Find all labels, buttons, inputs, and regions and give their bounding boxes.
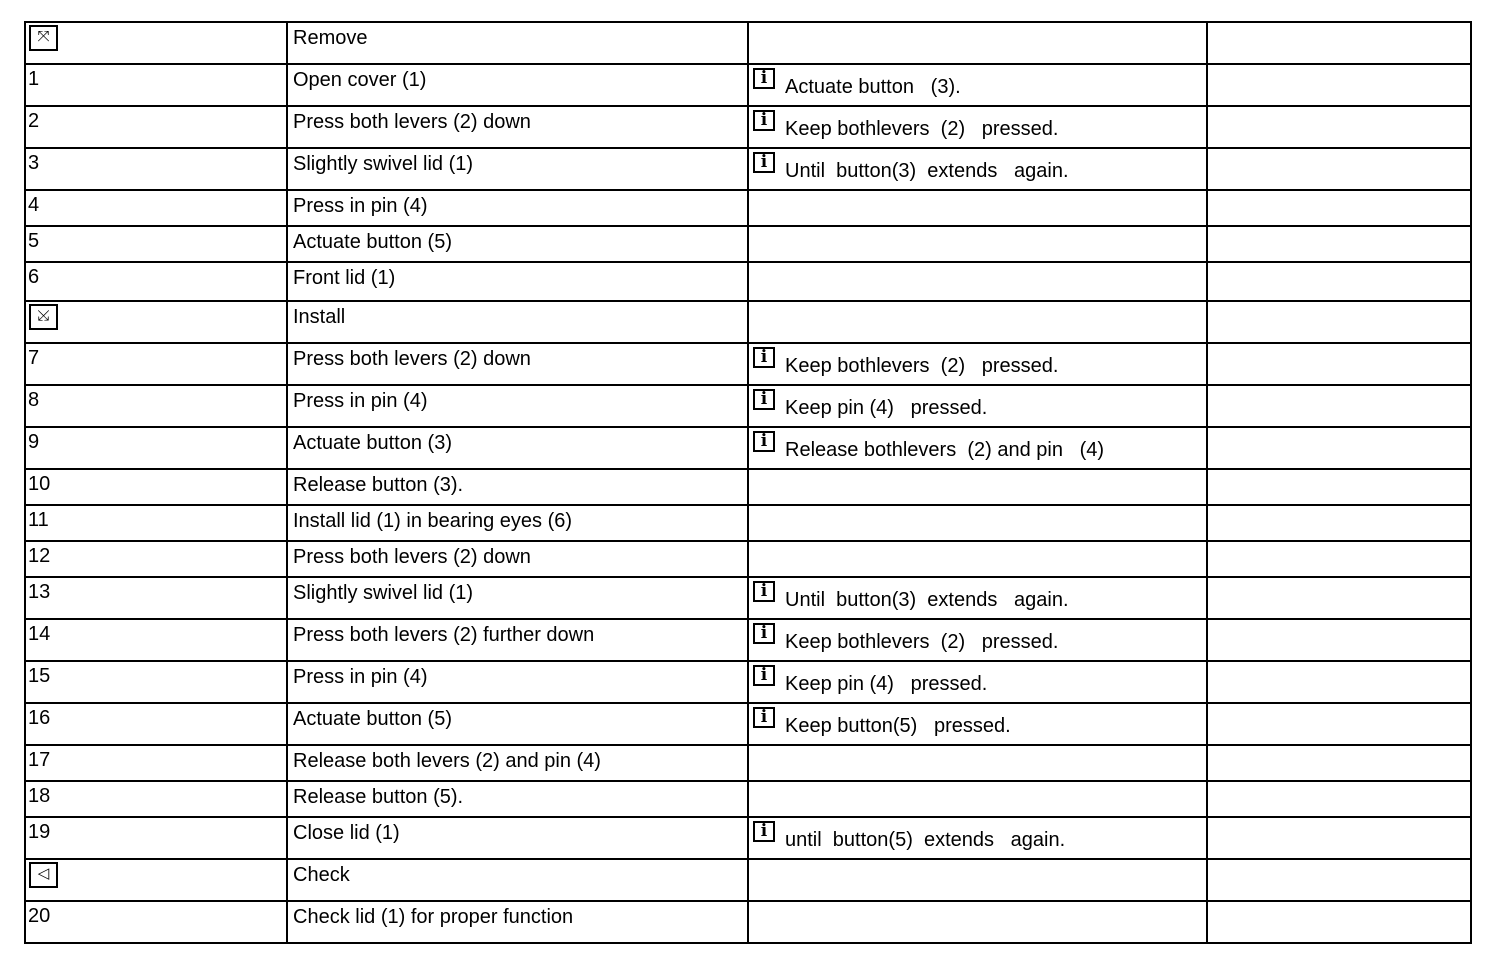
step-number-cell <box>25 343 287 385</box>
note-cell <box>748 64 1207 106</box>
action-cell <box>287 541 748 577</box>
step-number: 7 <box>28 347 40 369</box>
empty-cell <box>1207 190 1471 226</box>
note-text: Keep pin (4) pressed. <box>785 397 988 419</box>
step-action: Check lid (1) for proper function <box>293 906 574 928</box>
step-number: 19 <box>28 821 51 843</box>
step-note <box>749 344 1206 378</box>
step-number: 9 <box>28 431 40 453</box>
step-row <box>25 343 1471 385</box>
action-cell <box>287 301 748 343</box>
step-number-cell <box>25 859 287 901</box>
step-action: Actuate button (5) <box>293 708 452 730</box>
step-action: Press both levers (2) down <box>293 546 531 568</box>
step-row <box>25 385 1471 427</box>
step-number-cell <box>25 190 287 226</box>
section-row <box>25 301 1471 343</box>
note-cell <box>748 577 1207 619</box>
step-number-cell <box>25 505 287 541</box>
action-cell <box>287 577 748 619</box>
info-icon: i <box>753 110 775 131</box>
step-row <box>25 619 1471 661</box>
step-row <box>25 781 1471 817</box>
step-number-cell <box>25 703 287 745</box>
note-cell <box>748 745 1207 781</box>
step-number-cell <box>25 619 287 661</box>
empty-cell <box>1207 148 1471 190</box>
step-number: 6 <box>28 266 40 288</box>
action-cell <box>287 148 748 190</box>
step-number: 1 <box>28 68 40 90</box>
remove-arrows-icon: ⤧ <box>29 25 58 51</box>
step-action: Install lid (1) in bearing eyes (6) <box>293 510 573 532</box>
note-cell <box>748 703 1207 745</box>
empty-cell <box>1207 901 1471 943</box>
step-row <box>25 427 1471 469</box>
action-cell <box>287 64 748 106</box>
step-number-cell <box>25 661 287 703</box>
step-note <box>749 620 1206 654</box>
section-title: Check <box>293 864 350 886</box>
note-cell <box>748 469 1207 505</box>
note-cell <box>748 505 1207 541</box>
step-note <box>749 149 1206 183</box>
step-row <box>25 745 1471 781</box>
action-cell <box>287 427 748 469</box>
step-row <box>25 262 1471 301</box>
step-number-cell <box>25 577 287 619</box>
note-cell <box>748 385 1207 427</box>
check-arrow-icon: ◁ <box>29 862 58 888</box>
step-number: 12 <box>28 545 51 567</box>
note-cell <box>748 343 1207 385</box>
step-row <box>25 901 1471 943</box>
info-icon: i <box>753 707 775 728</box>
install-arrows-icon: ⤩ <box>29 304 58 330</box>
step-number-cell <box>25 469 287 505</box>
step-note <box>749 818 1206 852</box>
step-number-cell <box>25 64 287 106</box>
action-cell <box>287 343 748 385</box>
step-action: Release button (5). <box>293 786 464 808</box>
step-action: Press both levers (2) down <box>293 111 531 133</box>
step-row <box>25 661 1471 703</box>
note-text: Keep bothlevers (2) pressed. <box>785 631 1059 653</box>
step-action: Close lid (1) <box>293 822 400 844</box>
empty-cell <box>1207 385 1471 427</box>
step-row <box>25 226 1471 262</box>
step-action: Front lid (1) <box>293 267 396 289</box>
step-action: Press both levers (2) further down <box>293 624 595 646</box>
empty-cell <box>1207 469 1471 505</box>
info-icon: i <box>753 623 775 644</box>
step-note <box>749 578 1206 612</box>
note-cell <box>748 781 1207 817</box>
note-cell <box>748 901 1207 943</box>
empty-cell <box>1207 703 1471 745</box>
section-title: Remove <box>293 27 368 49</box>
step-row <box>25 703 1471 745</box>
section-row <box>25 859 1471 901</box>
step-number-cell <box>25 226 287 262</box>
note-cell <box>748 817 1207 859</box>
action-cell <box>287 262 748 301</box>
action-cell <box>287 703 748 745</box>
step-number-cell <box>25 301 287 343</box>
step-action: Press in pin (4) <box>293 195 428 217</box>
empty-cell <box>1207 427 1471 469</box>
step-action: Actuate button (3) <box>293 432 452 454</box>
note-text: Release bothlevers (2) and pin (4) <box>785 439 1105 461</box>
step-row <box>25 469 1471 505</box>
step-note <box>749 65 1206 99</box>
note-text: Keep bothlevers (2) pressed. <box>785 355 1059 377</box>
step-row <box>25 577 1471 619</box>
note-cell <box>748 190 1207 226</box>
section-row <box>25 22 1471 64</box>
step-number: 17 <box>28 749 51 771</box>
info-icon: i <box>753 152 775 173</box>
procedure-table-body <box>25 22 1471 943</box>
info-icon: i <box>753 431 775 452</box>
step-action: Actuate button (5) <box>293 231 452 253</box>
action-cell <box>287 661 748 703</box>
step-action: Release button (3). <box>293 474 464 496</box>
step-action: Slightly swivel lid (1) <box>293 153 474 175</box>
step-number: 16 <box>28 707 51 729</box>
step-number-cell <box>25 106 287 148</box>
step-number-cell <box>25 781 287 817</box>
step-note <box>749 704 1206 738</box>
note-text: Until button(3) extends again. <box>785 589 1069 611</box>
empty-cell <box>1207 343 1471 385</box>
step-number: 15 <box>28 665 51 687</box>
step-note <box>749 428 1206 462</box>
step-number-cell <box>25 901 287 943</box>
step-row <box>25 106 1471 148</box>
note-cell <box>748 661 1207 703</box>
step-row <box>25 190 1471 226</box>
step-note <box>749 107 1206 141</box>
step-action: Press both levers (2) down <box>293 348 531 370</box>
action-cell <box>287 385 748 427</box>
action-cell <box>287 745 748 781</box>
step-number-cell <box>25 262 287 301</box>
action-cell <box>287 781 748 817</box>
step-number: 10 <box>28 473 51 495</box>
step-number-cell <box>25 427 287 469</box>
note-cell <box>748 427 1207 469</box>
note-text: until button(5) extends again. <box>785 829 1066 851</box>
step-number-cell <box>25 148 287 190</box>
step-row <box>25 541 1471 577</box>
info-icon: i <box>753 68 775 89</box>
action-cell <box>287 859 748 901</box>
action-cell <box>287 505 748 541</box>
step-note <box>749 662 1206 696</box>
step-action: Release both levers (2) and pin (4) <box>293 750 601 772</box>
note-cell <box>748 619 1207 661</box>
note-text: Keep pin (4) pressed. <box>785 673 988 695</box>
step-row <box>25 505 1471 541</box>
note-cell <box>748 226 1207 262</box>
info-icon: i <box>753 665 775 686</box>
empty-cell <box>1207 577 1471 619</box>
step-row <box>25 817 1471 859</box>
step-number: 18 <box>28 785 51 807</box>
step-number: 20 <box>28 905 51 927</box>
section-title: Install <box>293 306 346 328</box>
step-action: Open cover (1) <box>293 69 427 91</box>
empty-cell <box>1207 106 1471 148</box>
empty-cell <box>1207 619 1471 661</box>
step-action: Press in pin (4) <box>293 390 428 412</box>
info-icon: i <box>753 347 775 368</box>
empty-cell <box>1207 505 1471 541</box>
note-text: Keep button(5) pressed. <box>785 715 1011 737</box>
step-number: 4 <box>28 194 40 216</box>
step-number-cell <box>25 541 287 577</box>
empty-cell <box>1207 541 1471 577</box>
action-cell <box>287 190 748 226</box>
step-number-cell <box>25 385 287 427</box>
empty-cell <box>1207 661 1471 703</box>
note-cell <box>748 106 1207 148</box>
note-cell <box>748 148 1207 190</box>
action-cell <box>287 226 748 262</box>
step-number-cell <box>25 817 287 859</box>
action-cell <box>287 22 748 64</box>
note-text: Until button(3) extends again. <box>785 160 1069 182</box>
note-cell <box>748 859 1207 901</box>
step-number-cell <box>25 22 287 64</box>
step-number: 5 <box>28 230 40 252</box>
step-note <box>749 386 1206 420</box>
action-cell <box>287 469 748 505</box>
action-cell <box>287 106 748 148</box>
step-number: 3 <box>28 152 40 174</box>
note-cell <box>748 262 1207 301</box>
empty-cell <box>1207 859 1471 901</box>
step-action: Slightly swivel lid (1) <box>293 582 474 604</box>
empty-cell <box>1207 262 1471 301</box>
info-icon: i <box>753 389 775 410</box>
note-text: Actuate button (3). <box>785 76 961 98</box>
note-cell <box>748 541 1207 577</box>
action-cell <box>287 817 748 859</box>
step-number: 2 <box>28 110 40 132</box>
step-row <box>25 64 1471 106</box>
step-number-cell <box>25 745 287 781</box>
step-number: 13 <box>28 581 51 603</box>
empty-cell <box>1207 781 1471 817</box>
note-cell <box>748 301 1207 343</box>
step-number: 8 <box>28 389 40 411</box>
empty-cell <box>1207 817 1471 859</box>
procedure-table <box>24 21 1472 944</box>
empty-cell <box>1207 226 1471 262</box>
step-number: 14 <box>28 623 51 645</box>
info-icon: i <box>753 581 775 602</box>
action-cell <box>287 619 748 661</box>
note-text: Keep bothlevers (2) pressed. <box>785 118 1059 140</box>
step-row <box>25 148 1471 190</box>
empty-cell <box>1207 745 1471 781</box>
empty-cell <box>1207 301 1471 343</box>
step-number: 11 <box>28 509 49 531</box>
action-cell <box>287 901 748 943</box>
note-cell <box>748 22 1207 64</box>
info-icon: i <box>753 821 775 842</box>
empty-cell <box>1207 22 1471 64</box>
step-action: Press in pin (4) <box>293 666 428 688</box>
empty-cell <box>1207 64 1471 106</box>
